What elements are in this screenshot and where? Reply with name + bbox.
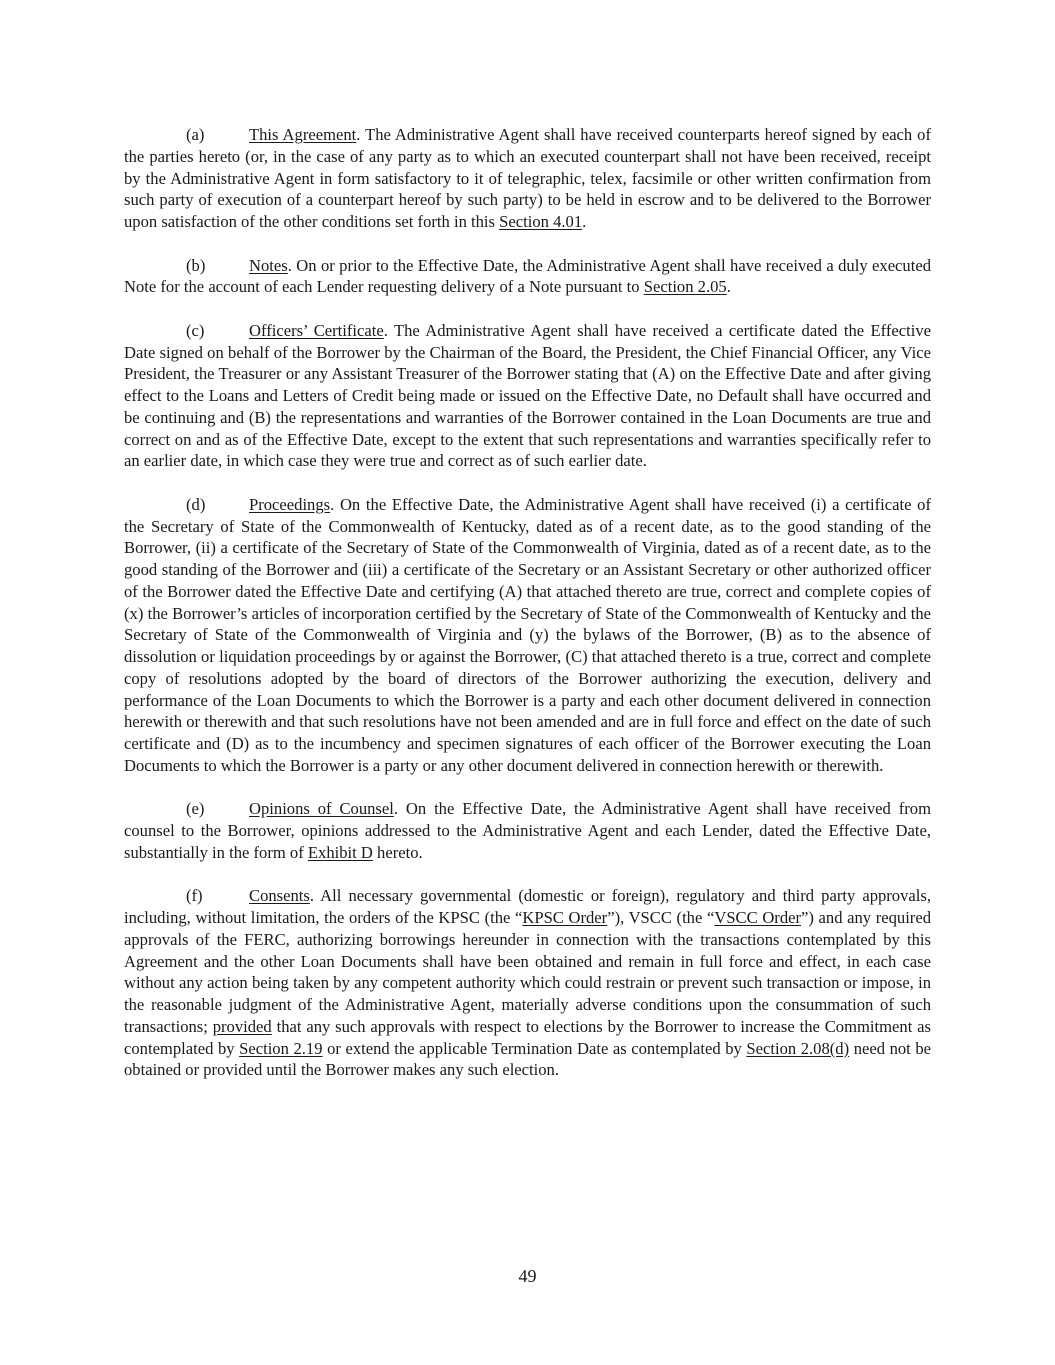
paragraph-text: need not be obtained or provided until the Borrower makes any such election. — [124, 1038, 932, 1080]
paragraph-label: (a) — [186, 125, 205, 144]
paragraph-heading: Consents — [249, 886, 310, 906]
paragraph-label: (c) — [186, 320, 205, 340]
paragraph-label: (b) — [186, 255, 206, 275]
paragraph-text: . On the Effective Date, the Administrative Agent shall have received (i) a certificate of the Secretary of State of the Commonwealth of Kentucky, dated as of a recent date, as to the good standing of the Borrower, (ii) a certificate of the Secretary of State of the Commonwealth of Virginia, dated as of a recent date, as to the good standing of the Borrower and (iii) a certificate of the Secretary or an Assistant Secretary or other authorized officer of the Borrower dated the Effective Date and certifying (A) that attached thereto are true, correct and complete copies of (x) the Borrower’s articles of incorporation certified by the Secretary of State of the Commonwealth of Kentucky and the Secretary of State of the Commonwealth of Virginia and (y) the bylaws of the Borrower, (B) as to the absence of dissolution or liquidation proceedings by or against the Borrower, (C) that attached thereto is a true, correct and complete copy of resolutions adopted by the board of directors of the Borrower authorizing the execution, delivery and performance of the Loan Documents to which the Borrower is a party and each other document delivered in connection herewith or therewith and that such resolutions have not been amended and are in full force and effect on the date of such certificate and (D) as to the incumbency and specimen signatures of each officer of the Borrower executing the Loan Documents to which the Borrower is a party or any other document delivered in connection herewith or therewith. — [124, 494, 931, 775]
paragraph-e — [124, 798, 931, 863]
paragraph-text: hereto. — [372, 842, 423, 862]
paragraph-text: . On or prior to the Effective Date, the Administrative Agent shall have received a duly executed Note for the account of each Lender requesting delivery of a Note pursuant to — [124, 255, 931, 297]
paragraph-heading: Proceedings — [249, 494, 331, 514]
defined-term: VSCC Order — [714, 908, 802, 927]
section-reference: Section 4.01 — [499, 212, 583, 231]
paragraph-label: (f) — [186, 886, 203, 906]
paragraph-text: . The Administrative Agent shall have received a certificate dated the Effective Date signed on behalf of the Borrower by the Chairman of the Board, the President, the Chief Financial Officer, any Vice President, the Treasurer or any Assistant Treasurer of the Borrower stating that (A) on the Effective Date and after giving effect to the Loans and Letters of Credit being made or issued on the Effective Date, no Default shall have occurred and be continuing and (B) the representations and warranties of the Borrower contained in the Loan Documents are true and correct on and as of the Effective Date, except to the extent that such representations and warranties specifically refer to an earlier date, in which case they were true and correct as of such earlier date. — [124, 320, 931, 471]
paragraph-text: . All necessary governmental (domestic or foreign), regulatory and third party approvals, including, without limitation, the orders of the KPSC (the “ — [124, 886, 931, 927]
paragraph-a — [124, 124, 931, 233]
paragraph-text: . On the Effective Date, the Administrative Agent shall have received from counsel to the Borrower, opinions addressed to the Administrative Agent and each Lender, dated the Effective Date, substantially in the form of — [124, 799, 931, 862]
proviso-term: provided — [212, 1016, 272, 1036]
paragraph-heading: Opinions of Counsel — [249, 799, 394, 819]
paragraph-heading: This Agreement — [249, 125, 357, 144]
paragraph-heading: Notes — [249, 255, 288, 275]
paragraph-text: or extend the applicable Termination Date as contemplated by — [322, 1038, 747, 1058]
paragraph-text: . — [582, 212, 587, 231]
paragraph-heading: Officers’ Certificate — [249, 320, 384, 340]
paragraph-c — [124, 320, 931, 472]
paragraph-text: . The Administrative Agent shall have received counterparts hereof signed by each of the parties hereto (or, in the case of any party as to which an executed counterpart shall not have been received, receipt by the Administrative Agent in form satisfactory to it of telegraphic, telex, facsimile or other written confirmation from such party of execution of a counterpart hereof by such party) to be held in escrow and to be delivered to the Borrower upon satisfaction of the other conditions set forth in this — [124, 125, 931, 231]
paragraph-b — [124, 255, 931, 299]
paragraph-text: ”), VSCC (the “ — [607, 908, 715, 927]
document-page — [124, 124, 931, 1103]
section-reference: Section 2.08(d) — [746, 1038, 850, 1058]
paragraph-text: ”) and any required approvals of the FERC, authorizing borrowings hereunder in connection with the transactions contemplated by this Agreement and the other Loan Documents shall have been obtained and remain in full force and effect, in each case without any action being taken by any competent authority which could restrain or prevent such transaction or impose, in the reasonable judgment of the Administrative Agent, materially adverse conditions upon the consummation of such transactions; — [124, 908, 931, 1036]
page-number: 49 — [518, 1266, 537, 1286]
section-reference: Section 2.05 — [643, 277, 727, 297]
exhibit-reference: Exhibit D — [307, 842, 373, 862]
defined-term: KPSC Order — [522, 908, 608, 927]
paragraph-d — [124, 494, 931, 777]
section-reference: Section 2.19 — [239, 1038, 323, 1058]
paragraph-text: . — [726, 277, 731, 297]
paragraph-f — [124, 885, 931, 1081]
paragraph-label: (e) — [186, 799, 205, 819]
paragraph-text: that any such approvals with respect to elections by the Borrower to increase the Commitment as contemplated by — [124, 1016, 931, 1058]
paragraph-label: (d) — [186, 494, 206, 514]
